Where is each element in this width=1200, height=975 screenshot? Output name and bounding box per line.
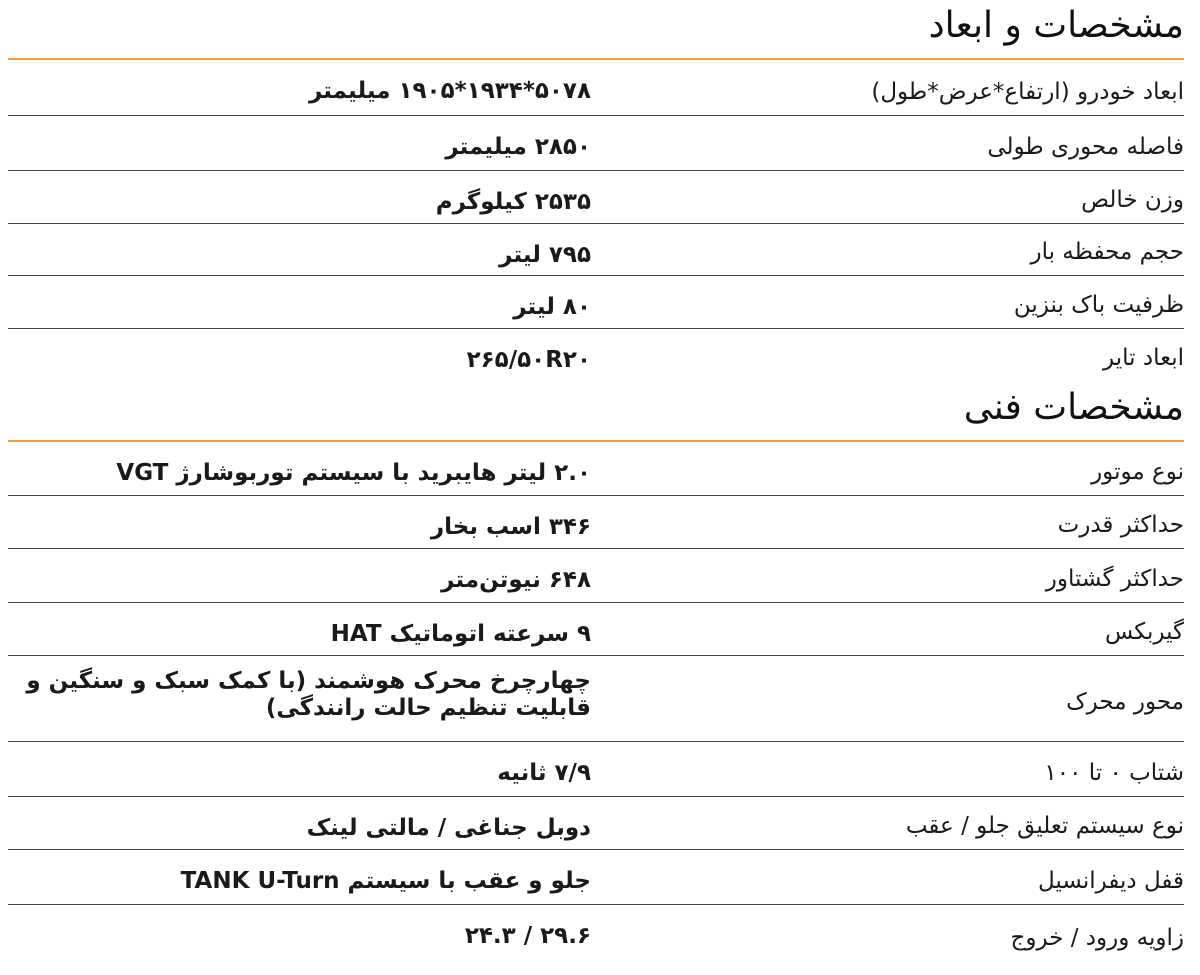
spec-label: نوع سیستم تعلیق جلو / عقب <box>905 813 1184 839</box>
spec-value: ۸۰ لیتر <box>513 294 591 320</box>
spec-value: ۵۰۷۸*۱۹۳۴*۱۹۰۵ میلیمتر <box>308 78 591 104</box>
spec-row <box>8 549 1184 603</box>
spec-row <box>8 224 1184 276</box>
spec-row <box>8 850 1184 905</box>
spec-label: گیربکس <box>1104 619 1184 645</box>
spec-value: ۲۶۵/۵۰R۲۰ <box>466 347 591 373</box>
spec-row <box>8 797 1184 850</box>
spec-value: ۲۹.۶ / ۲۴.۳ <box>464 923 591 949</box>
section-title-technical: مشخصات فنی <box>963 387 1184 428</box>
spec-value: چهارچرخ محرک هوشمند (با کمک سبک و سنگین و قابلیت تنظیم حالت رانندگی) <box>26 668 591 721</box>
spec-label: شتاب ۰ تا ۱۰۰ <box>1044 760 1184 786</box>
spec-row <box>8 442 1184 496</box>
spec-row <box>8 656 1184 742</box>
spec-row <box>8 329 1184 381</box>
spec-label: ظرفیت باک بنزین <box>1013 292 1184 318</box>
spec-label: ابعاد تایر <box>1103 345 1184 371</box>
spec-label: زاویه ورود / خروج <box>1010 925 1184 951</box>
spec-row <box>8 496 1184 549</box>
section-title-dimensions: مشخصات و ابعاد <box>928 5 1184 46</box>
spec-row <box>8 60 1184 116</box>
spec-label: نوع موتور <box>1091 459 1184 485</box>
spec-row <box>8 116 1184 171</box>
spec-row <box>8 742 1184 797</box>
spec-value: ۳۴۶ اسب بخار <box>430 514 591 540</box>
spec-row <box>8 603 1184 656</box>
spec-value: ۲.۰ لیتر هایبرید با سیستم توربوشارژ VGT <box>116 460 591 486</box>
spec-label: فاصله محوری طولی <box>987 134 1184 160</box>
spec-value: ۲۸۵۰ میلیمتر <box>445 134 591 160</box>
spec-row <box>8 171 1184 224</box>
spec-label: حداکثر قدرت <box>1057 512 1184 538</box>
spec-label: محور محرک <box>1066 688 1184 715</box>
spec-value: دوبل جناغی / مالتی لینک <box>306 815 591 841</box>
spec-value: ۲۵۳۵ کیلوگرم <box>435 189 591 215</box>
spec-row <box>8 276 1184 329</box>
spec-label: قفل دیفرانسیل <box>1038 868 1184 894</box>
spec-label: حداکثر گشتاور <box>1045 566 1184 592</box>
spec-value: ۷/۹ ثانیه <box>497 760 591 786</box>
spec-label: وزن خالص <box>1081 187 1184 213</box>
spec-label: ابعاد خودرو (ارتفاع*عرض*طول) <box>871 79 1184 105</box>
spec-value: جلو و عقب با سیستم TANK U-Turn <box>180 868 591 894</box>
spec-value: ۹ سرعته اتوماتیک HAT <box>330 621 591 647</box>
spec-label: حجم محفظه بار <box>1030 239 1184 265</box>
spec-value: ۷۹۵ لیتر <box>499 242 591 268</box>
spec-value: ۶۴۸ نیوتن‌متر <box>441 567 591 593</box>
spec-row <box>8 905 1184 961</box>
